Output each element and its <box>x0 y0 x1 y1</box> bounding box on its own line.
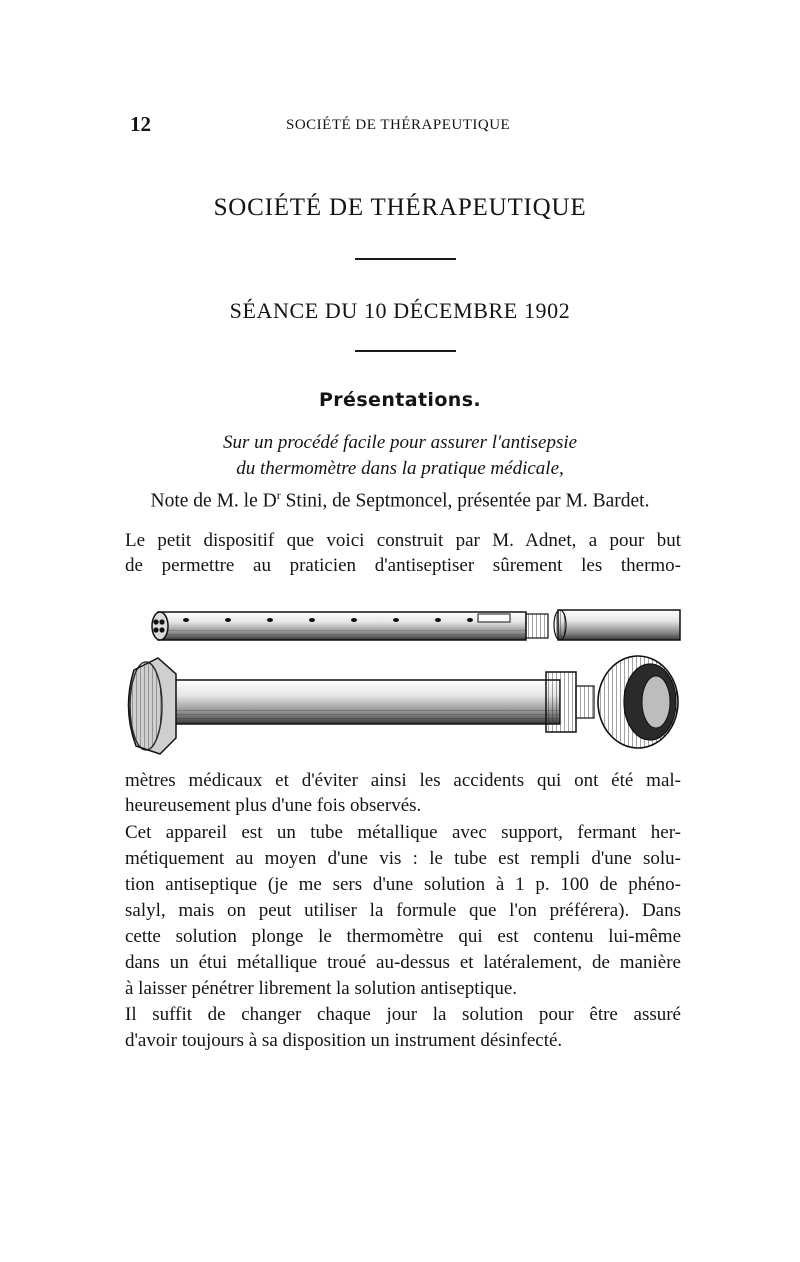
section-heading: Présentations. <box>318 389 482 411</box>
note-superscript: r <box>276 488 281 502</box>
subtitle-line: du thermomètre dans la pratique médicale, <box>236 458 564 479</box>
paragraph-line: Cet appareil est un tube métallique avec support, fermant her- <box>125 822 681 843</box>
paragraph-line: Le petit dispositif que voici construit par M. Adnet, a pour but <box>125 530 681 551</box>
paragraph-line: Il suffit de changer chaque jour la solution pour être assuré <box>125 1004 681 1025</box>
subtitle-line: Sur un procédé facile pour assurer l'antisepsie <box>222 432 578 453</box>
paragraph-line: dans un étui métallique troué au-dessus et latéralement, de manière <box>125 952 681 973</box>
divider-rule <box>355 258 456 260</box>
note-text: Stini, de Septmoncel, présentée par M. Bardet. <box>280 490 650 512</box>
divider-rule <box>355 350 456 352</box>
session-heading: SÉANCE DU 10 DÉCEMBRE 1902 <box>229 298 571 323</box>
paragraph-line: de permettre au praticien d'antiseptiser sûrement les thermo- <box>125 555 681 576</box>
thermometer-case-engraving <box>120 598 690 770</box>
paragraph-line: à laisser pénétrer librement la solution antiseptique. <box>125 978 518 999</box>
paragraph-line: cette solution plonge le thermomètre qui est contenu lui-même <box>125 926 681 947</box>
running-title: SOCIÉTÉ DE THÉRAPEUTIQUE <box>286 117 511 133</box>
author-note <box>0 488 800 513</box>
paragraph-line: tion antiseptique (je me sers d'une solution à 1 p. 100 de phéno- <box>125 874 681 895</box>
page-title: SOCIÉTÉ DE THÉRAPEUTIQUE <box>213 194 587 221</box>
figure-illustration <box>120 598 690 770</box>
paragraph-line: d'avoir toujours à sa disposition un instrument désinfecté. <box>125 1030 563 1051</box>
page-number: 12 <box>130 112 151 136</box>
paragraph-line: mètres médicaux et d'éviter ainsi les accidents qui ont été mal- <box>125 770 681 791</box>
paragraph-line: métiquement au moyen d'une vis : le tube est rempli d'une solu- <box>125 848 681 869</box>
paragraph-line: salyl, mais on peut utiliser la formule que l'on préférera). Dans <box>125 900 681 921</box>
note-text: Note de M. le D <box>150 490 277 512</box>
running-head <box>130 112 690 142</box>
paragraph-line: heureusement plus d'une fois observés. <box>125 795 422 816</box>
